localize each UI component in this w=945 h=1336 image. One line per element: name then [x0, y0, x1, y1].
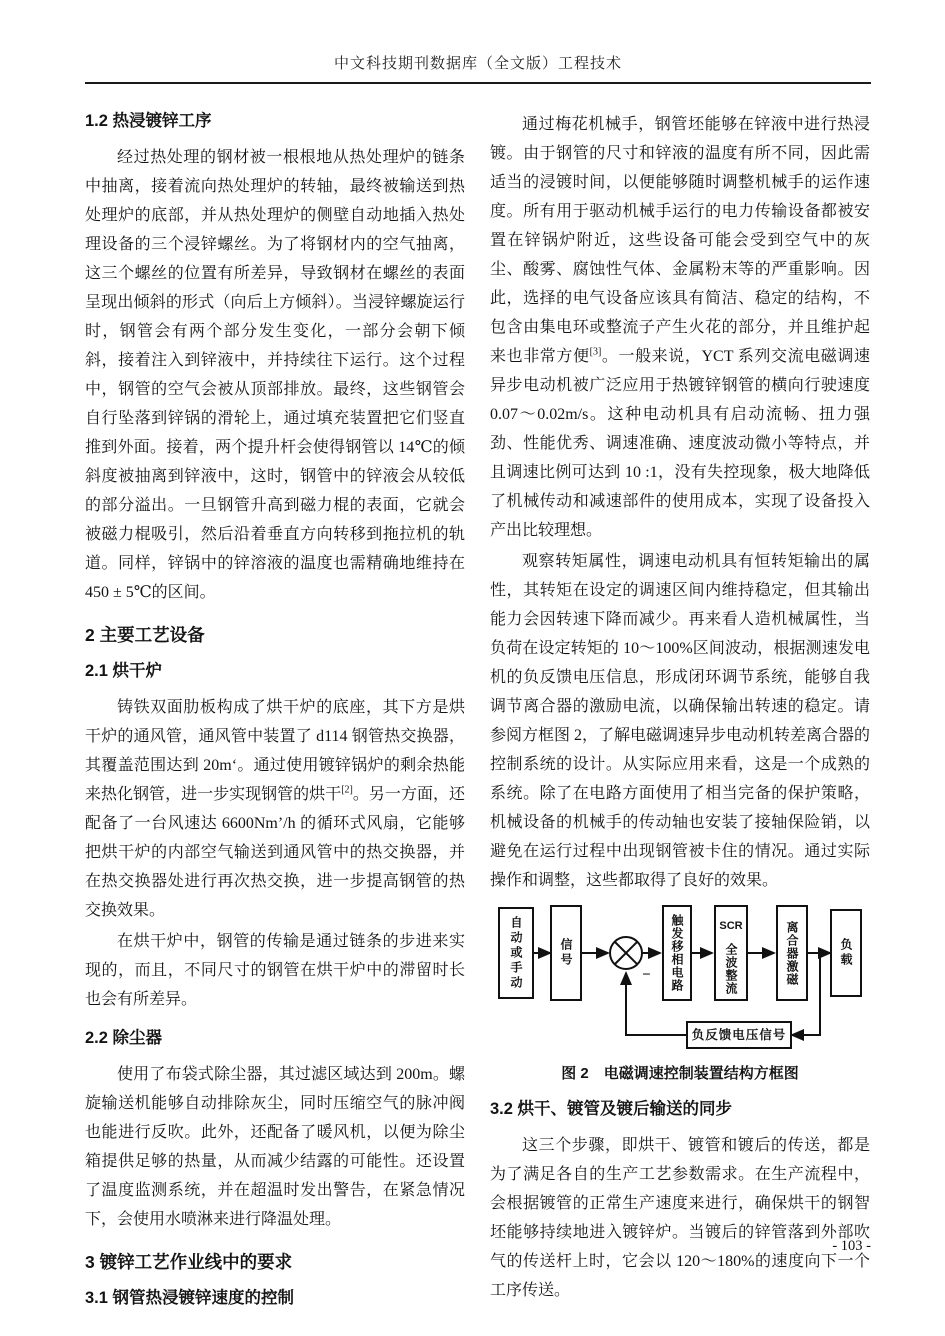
- block-label: 触发移相电路: [670, 914, 684, 992]
- section-heading-2: 2 主要工艺设备: [85, 625, 205, 645]
- paragraph: 这三个步骤，即烘干、镀管和镀后的传送，都是为了满足各自的生产工艺参数需求。在生产流程中，会根据镀管的正常生产速度来进行，确保烘干的钢智坯能够持续地进入镀锌炉。当镀后的锌管落到外部吹气的传送杆上时，它会以 120～180%的速度向下一个工序传送。: [490, 1137, 870, 1299]
- reference-marker: [3]: [589, 346, 602, 358]
- paragraph: 使用了布袋式除尘器，其过滤区域达到 200m。螺旋输送机能够自动排除灰尘，同时压缩空气的脉冲阀也能进行反吹。此外，还配备了暖风机，以便为除尘箱提供足够的热量，从而减少结露的可能性。还设置了温度监测系统，并在超温时发出警告，在紧急情况下，会使用水喷淋来进行降温处理。: [85, 1066, 465, 1228]
- paragraph-text: 铸铁双面肋板构成了烘干炉的底座，其下方是烘干炉的通风管，通风管中装置了 d114 钢管热交换器，其覆盖范围达到 20m‘。通过使用镀锌锅炉的剩余热能来热化钢管，进一步实现钢管的烘干: [85, 699, 465, 803]
- page-number: - 103 -: [832, 1238, 871, 1254]
- paragraph-text: 通过梅花机械手，钢管坯能够在锌液中进行热浸镀。由于钢管的尺寸和锌液的温度有所不同，因此需适当的浸镀时间，以便能够随时调整机械手的运作速度。所有用于驱动机械手运行的电力传输设备都被安置在锌锅炉附近，这些设备可能会受到空气中的灰尘、酸雾、腐蚀性气体、金属粉末等的严重影响。因此，选择的电气设备应该具有简洁、稳定的结构，不包含由集电环或整流子产生火花的部分，并且维护起来也非常方便: [490, 116, 870, 365]
- block-label: 信号: [559, 938, 573, 968]
- minus-sign: −: [642, 967, 651, 983]
- journal-header: 中文科技期刊数据库（全文版）工程技术: [333, 56, 622, 72]
- diagram-block-auto-or-manual: [498, 907, 534, 999]
- right-column: [490, 108, 870, 1320]
- paragraph: [85, 693, 465, 925]
- paragraph-text: 。一般来说，YCT 系列交流电磁调速异步电动机被广泛应用于热镀锌钢管的横向行驶速度 0.07～0.02m/s。这种电动机具有启动流畅、扭力强劲、性能优秀、调速准确、速度波动微小等特点，并且调速比例可达到 10 :1，没有失控现象，极大地降低了机械传动和减速部件的使用成本，实现了设备投入产出比较理想。: [490, 348, 870, 539]
- two-column-body: [85, 108, 871, 1320]
- block-label: 全波整流: [724, 942, 738, 995]
- feedback-label: 负反馈电压信号: [691, 1027, 787, 1042]
- left-column: [85, 108, 465, 1320]
- diagram-block-trigger-phase-circuit: [662, 905, 692, 1001]
- paragraph: 在烘干炉中，钢管的传输是通过链条的步进来实现的，而且，不同尺寸的钢管在烘干炉中的滞留时长也会有所差异。: [85, 933, 465, 1008]
- feedback-voltage-signal-box: [686, 1021, 792, 1049]
- page-content: [85, 52, 871, 1320]
- figure-caption: 图 2 电磁调速控制装置结构方框图: [561, 1065, 799, 1082]
- diagram-block-signal: [550, 905, 582, 1001]
- reference-marker: [2]: [341, 784, 353, 796]
- block-label: 负载: [839, 938, 853, 968]
- paragraph: 观察转矩属性，调速电动机具有恒转矩输出的属性，其转矩在设定的调速区间内维持稳定，但其输出能力会因转速下降而减少。再来看人造机械属性，当负荷在设定转矩的 10～100%区间波动，根据测速发电机的负反馈电压信息，形成闭环调节系统，能够自我调节离合器的激励电流，以确保输出转速的稳定。请参阅方框图 2，了解电磁调速异步电动机转差离合器的控制系统的设计。从实际应用来看，这是一个成熟的系统。除了在电路方面使用了相当完备的保护策略，机械设备的机械手的传动轴也安装了接轴保险销，以避免在运行过程中出现钢管被卡住的情况。通过实际操作和调整，这些都取得了良好的效果。: [490, 553, 871, 889]
- section-heading-2-1: 2.1 烘干炉: [85, 662, 163, 680]
- paragraph-text: 。另一方面，还配备了一台风速达 6600Nm’/h 的循环式风扇，它能够把烘干炉的内部空气输送到通风管中的热交换器，并在热交换器处进行再次热交换，进一步提高钢管的热交换效果。: [85, 786, 465, 919]
- diagram-block-scr-rectifier: [714, 905, 748, 1001]
- block-label: 离合器激磁: [785, 920, 799, 986]
- paragraph: [490, 110, 870, 545]
- diagram-block-clutch-excitation: [776, 905, 808, 1001]
- diagram-block-load: [830, 909, 862, 997]
- section-heading-3-2: 3.2 烘干、镀管及镀后输送的同步: [490, 1100, 733, 1118]
- header-divider: [85, 82, 871, 84]
- block-diagram-figure: [490, 905, 870, 1057]
- section-heading-2-2: 2.2 除尘器: [85, 1029, 163, 1047]
- section-heading-3-1: 3.1 钢管热浸镀锌速度的控制: [85, 1289, 295, 1307]
- block-label: 自动或手动: [509, 915, 523, 991]
- paragraph: 经过热处理的钢材被一根根地从热处理炉的链条中抽离，接着流向热处理炉的转轴，最终被输送到热处理炉的底部，并从热处理炉的侧壁自动地插入热处理设备的三个浸锌螺丝。为了将钢材内的空气抽离，这三个螺丝的位置有所差异，导致钢材在螺丝的表面呈现出倾斜的形式（向后上方倾斜）。当浸锌螺旋运行时，钢管会有两个部分发生变化，一部分会朝下倾斜，接着注入到锌液中，并持续往下运行。这个过程中，钢管的空气会被从顶部排放。最终，这些钢管会自行坠落到锌锅的滑轮上，通过填充装置把它们竖直推到外面。接着，两个提升杆会使得钢管以 14℃的倾斜度被抽离到锌液中，这时，钢管中的锌液会从较低的部分溢出。一旦钢管升高到磁力棍的表面，它就会被磁力棍吸引，然后沿着垂直方向转移到拖拉机的轨道。同样，锌锅中的锌溶液的温度也需精确地维持在 450 ± 5℃的区间。: [85, 149, 465, 601]
- section-heading-1-2: 1.2 热浸镀锌工序: [85, 112, 212, 130]
- section-heading-3: 3 镀锌工艺作业线中的要求: [85, 1252, 293, 1272]
- block-label-top: SCR: [719, 919, 743, 932]
